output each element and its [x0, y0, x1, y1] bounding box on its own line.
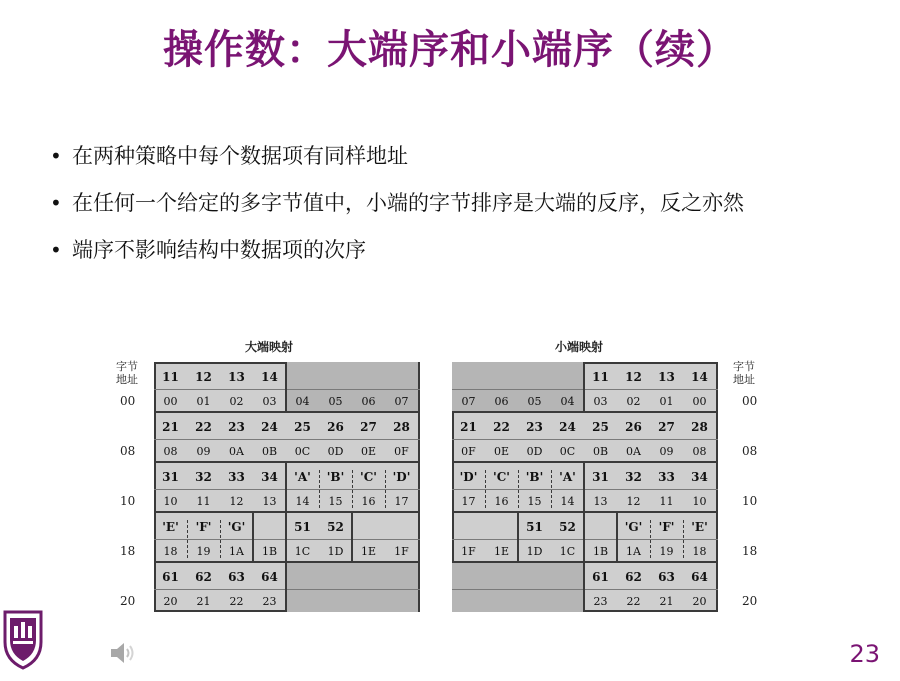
byte-offset: 04: [295, 395, 310, 408]
byte-offset: 00: [692, 395, 707, 408]
byte-offset: 09: [196, 445, 211, 458]
byte-offset: 16: [361, 495, 376, 508]
byte-offset: 0D: [327, 445, 344, 458]
byte-cell: [650, 512, 683, 562]
row-divider: [154, 561, 420, 563]
byte-value: 'G': [227, 520, 246, 534]
byte-cell: [286, 562, 319, 612]
byte-cell: [584, 512, 617, 562]
byte-address: 18: [742, 544, 758, 558]
byte-offset: 23: [262, 595, 277, 608]
byte-value: 28: [393, 420, 410, 434]
byte-cell: [352, 562, 385, 612]
byte-cell: [253, 462, 286, 512]
byte-offset: 13: [262, 495, 277, 508]
byte-offset: 00: [163, 395, 178, 408]
byte-value: 34: [691, 470, 708, 484]
byte-cell: [286, 512, 319, 562]
byte-cell: [485, 462, 518, 512]
byte-offset: 02: [626, 395, 641, 408]
byte-offset: 0D: [526, 445, 543, 458]
byte-cell: [352, 512, 385, 562]
item-boundary: [285, 562, 287, 612]
byte-value: 64: [691, 570, 708, 584]
byte-value: 22: [493, 420, 510, 434]
byte-cell: [518, 562, 551, 612]
byte-offset: 21: [659, 595, 674, 608]
byte-value: 26: [625, 420, 642, 434]
byte-cell: [584, 462, 617, 512]
little-endian-grid: [452, 362, 718, 612]
byte-offset: 11: [196, 495, 211, 508]
row-divider: [452, 461, 718, 463]
byte-cell: [683, 362, 716, 412]
byte-cell: [286, 462, 319, 512]
byte-value: 11: [162, 370, 179, 384]
byte-value: 64: [261, 570, 278, 584]
byte-cell: [220, 562, 253, 612]
byte-address: 08: [742, 444, 758, 458]
byte-address: 08: [120, 444, 136, 458]
char-separator: [551, 470, 552, 508]
byte-address: 10: [742, 494, 758, 508]
byte-value: 21: [460, 420, 477, 434]
big-endian-title: 大端映射: [245, 340, 294, 354]
byte-offset: 12: [229, 495, 244, 508]
byte-address: 20: [120, 594, 136, 608]
byte-cell: [485, 412, 518, 462]
byte-value: 'G': [624, 520, 643, 534]
byte-value: 23: [228, 420, 245, 434]
byte-value: 32: [625, 470, 642, 484]
byte-offset: 02: [229, 395, 244, 408]
byte-offset: 1C: [559, 545, 576, 558]
byte-offset: 19: [196, 545, 211, 558]
byte-value: 27: [658, 420, 675, 434]
char-separator: [683, 520, 684, 558]
row-divider: [154, 511, 420, 513]
byte-offset: 07: [461, 395, 476, 408]
item-boundary: [583, 462, 585, 562]
item-boundary: [583, 362, 585, 412]
bullet-item: • 在两种策略中每个数据项有同样地址: [50, 138, 850, 174]
byte-cell: [220, 362, 253, 412]
byte-cell: [385, 512, 418, 562]
byte-cell: [187, 512, 220, 562]
byte-offset: 1A: [626, 545, 641, 558]
byte-cell: [584, 412, 617, 462]
byte-offset: 1D: [526, 545, 543, 558]
item-boundary: [517, 512, 519, 562]
row-divider: [154, 411, 420, 413]
byte-offset: 15: [527, 495, 542, 508]
byte-cell: [187, 362, 220, 412]
byte-offset: 0F: [461, 445, 476, 458]
byte-offset: 20: [163, 595, 178, 608]
byte-cell: [485, 512, 518, 562]
byte-value: 52: [327, 520, 344, 534]
byte-cell: [319, 462, 352, 512]
char-separator: [187, 520, 188, 558]
byte-value: 'D': [392, 470, 411, 484]
byte-offset: 12: [626, 495, 641, 508]
byte-value: 63: [658, 570, 675, 584]
item-boundary: [285, 462, 287, 562]
byte-cell: [154, 462, 187, 512]
byte-offset: 20: [692, 595, 707, 608]
byte-value: 'E': [162, 520, 179, 534]
byte-address: 18: [120, 544, 136, 558]
byte-value: 25: [294, 420, 311, 434]
char-separator: [319, 470, 320, 508]
byte-cell: [617, 412, 650, 462]
byte-offset: 14: [295, 495, 310, 508]
byte-offset: 1B: [592, 545, 609, 558]
byte-value: 34: [261, 470, 278, 484]
byte-cell: [551, 562, 584, 612]
value-offset-divider: [452, 489, 718, 490]
byte-cell: [385, 462, 418, 512]
byte-cell: [187, 562, 220, 612]
byte-value: 'A': [559, 470, 576, 484]
byte-offset: 21: [196, 595, 211, 608]
byte-offset: 09: [659, 445, 674, 458]
byte-offset: 1C: [294, 545, 311, 558]
little-endian-title: 小端映射: [555, 340, 604, 354]
byte-offset: 04: [560, 395, 575, 408]
byte-cell: [518, 512, 551, 562]
value-offset-divider: [452, 539, 718, 540]
byte-cell: [617, 562, 650, 612]
item-boundary: [252, 512, 254, 562]
byte-cell: [584, 562, 617, 612]
byte-value: 21: [162, 420, 179, 434]
byte-cell: [452, 562, 485, 612]
byte-cell: [683, 462, 716, 512]
byte-offset: 0C: [294, 445, 311, 458]
value-offset-divider: [452, 389, 718, 390]
byte-cell: [452, 412, 485, 462]
byte-cell: [650, 562, 683, 612]
char-separator: [385, 470, 386, 508]
byte-cell: [253, 412, 286, 462]
byte-offset: 13: [593, 495, 608, 508]
byte-value: 25: [592, 420, 609, 434]
byte-value: 24: [261, 420, 278, 434]
byte-offset: 1F: [394, 545, 409, 558]
byte-offset: 08: [692, 445, 707, 458]
byte-offset: 01: [659, 395, 674, 408]
byte-cell: [352, 462, 385, 512]
byte-cell: [452, 362, 485, 412]
byte-offset: 03: [262, 395, 277, 408]
byte-offset: 1B: [261, 545, 278, 558]
byte-cell: [584, 362, 617, 412]
byte-value: 61: [162, 570, 179, 584]
byte-cell: [154, 512, 187, 562]
byte-offset: 1E: [493, 545, 510, 558]
big-endian-grid: [154, 362, 420, 612]
byte-offset: 01: [196, 395, 211, 408]
byte-offset: 1F: [461, 545, 476, 558]
byte-offset: 05: [328, 395, 343, 408]
slide-title: 操作数：大端序和小端序（续）: [163, 27, 737, 73]
byte-value: 'C': [493, 470, 510, 484]
byte-offset: 23: [593, 595, 608, 608]
byte-offset: 1D: [327, 545, 344, 558]
byte-cell: [518, 462, 551, 512]
byte-cell: [452, 512, 485, 562]
char-separator: [352, 470, 353, 508]
byte-cell: [650, 362, 683, 412]
byte-cell: [220, 512, 253, 562]
char-separator: [518, 470, 519, 508]
byte-value: 61: [592, 570, 609, 584]
byte-cell: [518, 412, 551, 462]
byte-offset: 0C: [559, 445, 576, 458]
item-boundary: [285, 362, 287, 412]
byte-address-label-right: 字节 地址: [733, 360, 755, 386]
byte-cell: [352, 412, 385, 462]
byte-value: 27: [360, 420, 377, 434]
row-divider: [452, 511, 718, 513]
item-boundary: [351, 512, 353, 562]
byte-cell: [452, 462, 485, 512]
byte-value: 12: [195, 370, 212, 384]
byte-offset: 14: [560, 495, 575, 508]
byte-offset: 1E: [360, 545, 377, 558]
byte-cell: [319, 562, 352, 612]
byte-cell: [650, 412, 683, 462]
byte-cell: [551, 362, 584, 412]
byte-cell: [551, 412, 584, 462]
byte-value: 11: [592, 370, 609, 384]
byte-offset: 19: [659, 545, 674, 558]
byte-offset: 10: [692, 495, 707, 508]
byte-cell: [617, 362, 650, 412]
value-offset-divider: [154, 489, 420, 490]
byte-address: 00: [120, 394, 136, 408]
byte-cell: [518, 362, 551, 412]
byte-value: 'F': [195, 520, 212, 534]
byte-value: 'E': [691, 520, 708, 534]
byte-cell: [286, 362, 319, 412]
byte-cell: [385, 412, 418, 462]
char-separator: [650, 520, 651, 558]
bullet-item: • 在任何一个给定的多字节值中，小端的字节排序是大端的反序，反之亦然: [50, 185, 850, 221]
bullet-list: [50, 138, 850, 279]
byte-value: 12: [625, 370, 642, 384]
byte-value: 51: [526, 520, 543, 534]
row-divider: [452, 411, 718, 413]
byte-cell: [286, 412, 319, 462]
byte-value: 62: [195, 570, 212, 584]
byte-value: 32: [195, 470, 212, 484]
byte-offset: 16: [494, 495, 509, 508]
byte-offset: 05: [527, 395, 542, 408]
byte-cell: [352, 362, 385, 412]
value-offset-divider: [154, 389, 420, 390]
byte-cell: [319, 362, 352, 412]
byte-cell: [154, 362, 187, 412]
byte-offset: 18: [692, 545, 707, 558]
byte-offset: 18: [163, 545, 178, 558]
char-separator: [485, 470, 486, 508]
byte-value: 23: [526, 420, 543, 434]
byte-value: 22: [195, 420, 212, 434]
byte-cell: [154, 562, 187, 612]
byte-value: 'C': [360, 470, 377, 484]
value-offset-divider: [452, 439, 718, 440]
byte-value: 'B': [525, 470, 544, 484]
byte-cell: [187, 462, 220, 512]
byte-value: 13: [658, 370, 675, 384]
byte-value: 31: [162, 470, 179, 484]
byte-offset: 22: [229, 595, 244, 608]
value-offset-divider: [154, 539, 420, 540]
byte-value: 'F': [658, 520, 675, 534]
byte-value: 62: [625, 570, 642, 584]
row-divider: [452, 561, 718, 563]
bullet-item: • 端序不影响结构中数据项的次序: [50, 232, 850, 268]
byte-cell: [253, 362, 286, 412]
byte-cell: [683, 562, 716, 612]
byte-address: 20: [742, 594, 758, 608]
byte-cell: [220, 412, 253, 462]
byte-cell: [485, 562, 518, 612]
byte-cell: [253, 512, 286, 562]
byte-offset: 03: [593, 395, 608, 408]
byte-cell: [385, 562, 418, 612]
byte-offset: 11: [659, 495, 674, 508]
byte-value: 33: [228, 470, 245, 484]
byte-cell: [385, 362, 418, 412]
byte-offset: 08: [163, 445, 178, 458]
value-offset-divider: [154, 589, 420, 590]
byte-offset: 0E: [360, 445, 377, 458]
byte-value: 51: [294, 520, 311, 534]
byte-offset: 0B: [261, 445, 278, 458]
byte-value: 63: [228, 570, 245, 584]
byte-offset: 0F: [394, 445, 409, 458]
value-offset-divider: [154, 439, 420, 440]
page-number: 23: [849, 640, 880, 668]
byte-offset: 10: [163, 495, 178, 508]
byte-value: 28: [691, 420, 708, 434]
byte-cell: [220, 462, 253, 512]
byte-offset: 06: [361, 395, 376, 408]
speaker-icon[interactable]: [108, 640, 138, 666]
row-divider: [154, 461, 420, 463]
byte-cell: [617, 462, 650, 512]
byte-value: 14: [261, 370, 278, 384]
byte-value: 33: [658, 470, 675, 484]
byte-value: 'B': [326, 470, 345, 484]
byte-cell: [485, 362, 518, 412]
byte-value: 31: [592, 470, 609, 484]
byte-value: 26: [327, 420, 344, 434]
byte-cell: [154, 412, 187, 462]
byte-cell: [551, 462, 584, 512]
value-offset-divider: [452, 589, 718, 590]
byte-cell: [683, 412, 716, 462]
byte-value: 'A': [294, 470, 311, 484]
byte-value: 24: [559, 420, 576, 434]
byte-value: 13: [228, 370, 245, 384]
byte-offset: 06: [494, 395, 509, 408]
byte-offset: 0B: [592, 445, 609, 458]
byte-offset: 17: [394, 495, 409, 508]
byte-offset: 22: [626, 595, 641, 608]
byte-cell: [650, 462, 683, 512]
byte-cell: [551, 512, 584, 562]
byte-cell: [253, 562, 286, 612]
byte-cell: [617, 512, 650, 562]
byte-offset: 0E: [493, 445, 510, 458]
item-boundary: [616, 512, 618, 562]
char-separator: [220, 520, 221, 558]
byte-offset: 07: [394, 395, 409, 408]
byte-value: 52: [559, 520, 576, 534]
byte-cell: [319, 512, 352, 562]
byte-address: 10: [120, 494, 136, 508]
byte-address-label-left: 字节 地址: [116, 360, 138, 386]
university-crest-icon: [2, 608, 44, 670]
byte-offset: 1A: [229, 545, 244, 558]
byte-address: 00: [742, 394, 758, 408]
byte-offset: 15: [328, 495, 343, 508]
byte-offset: 0A: [229, 445, 244, 458]
byte-value: 14: [691, 370, 708, 384]
byte-offset: 0A: [626, 445, 641, 458]
byte-cell: [319, 412, 352, 462]
byte-value: 'D': [459, 470, 478, 484]
item-boundary: [583, 562, 585, 612]
byte-offset: 17: [461, 495, 476, 508]
byte-cell: [683, 512, 716, 562]
byte-cell: [187, 412, 220, 462]
